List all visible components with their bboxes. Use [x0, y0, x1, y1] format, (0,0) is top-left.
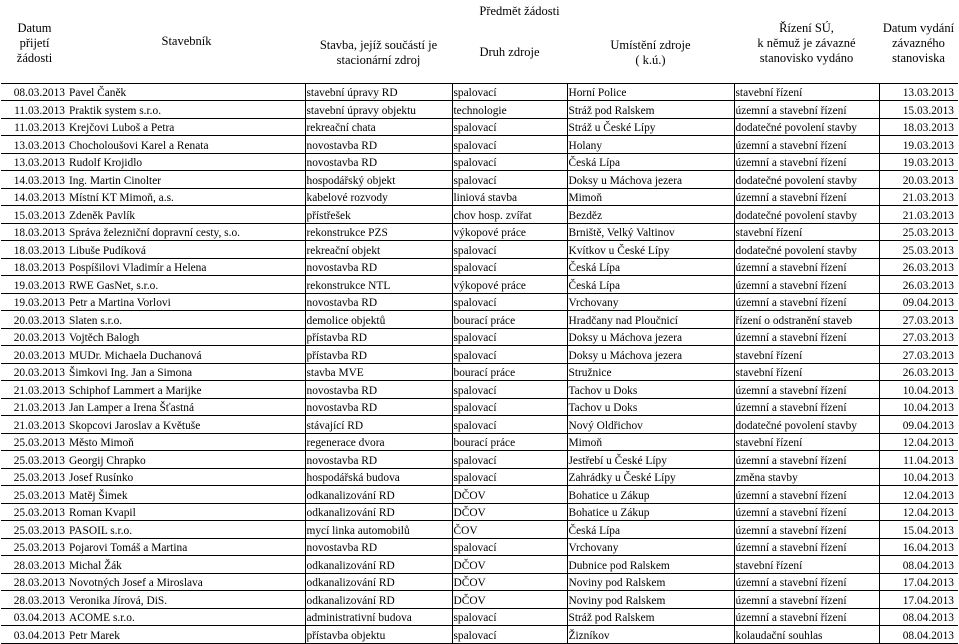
source-type-cell: bourací práce	[452, 363, 567, 381]
date-received-cell: 11.03.2013	[1, 118, 68, 136]
procedure-cell: územní a stavební řízení	[734, 398, 879, 416]
building-cell: rekreační chata	[305, 118, 452, 136]
date-issued-cell: 27.03.2013	[879, 346, 958, 364]
date-received-cell: 21.03.2013	[1, 398, 68, 416]
building-cell: odkanalizování RD	[305, 486, 452, 504]
date-issued-cell: 16.04.2013	[879, 538, 958, 556]
procedure-cell: stavební řízení	[734, 223, 879, 241]
date-issued-cell: 13.03.2013	[879, 83, 958, 101]
source-type-cell: spalovací	[452, 258, 567, 276]
location-cell: Bezděz	[567, 206, 734, 224]
builder-cell: Petr a Martina Vorlovi	[68, 293, 305, 311]
header-umisteni: Umístění zdroje ( k.ú.)	[610, 37, 691, 67]
date-issued-cell: 19.03.2013	[879, 153, 958, 171]
procedure-cell: dodatečné povolení stavby	[734, 241, 879, 259]
procedure-cell: územní a stavební řízení	[734, 591, 879, 609]
date-issued-cell: 27.03.2013	[879, 311, 958, 329]
location-cell: Stružnice	[567, 363, 734, 381]
source-type-cell: spalovací	[452, 416, 567, 434]
source-type-cell: spalovací	[452, 538, 567, 556]
building-cell: přístřešek	[305, 206, 452, 224]
date-received-cell: 21.03.2013	[1, 416, 68, 434]
date-issued-cell: 08.04.2013	[879, 556, 958, 574]
builder-cell: Šimkovi Ing. Jan a Simona	[68, 363, 305, 381]
location-cell: Česká Lípa	[567, 276, 734, 294]
building-cell: demolice objektů	[305, 311, 452, 329]
location-cell: Vrchovany	[567, 538, 734, 556]
table-row	[1, 83, 958, 101]
building-cell: stavba MVE	[305, 363, 452, 381]
date-issued-cell: 26.03.2013	[879, 258, 958, 276]
source-type-cell: spalovací	[452, 293, 567, 311]
source-type-cell: spalovací	[452, 136, 567, 154]
builder-cell: Matěj Šimek	[68, 486, 305, 504]
builder-cell: Roman Kvapil	[68, 503, 305, 521]
date-received-cell: 20.03.2013	[1, 311, 68, 329]
builder-cell: Skopcovi Jaroslav a Květuše	[68, 416, 305, 434]
procedure-cell: územní a stavební řízení	[734, 188, 879, 206]
builder-cell: Georgij Chrapko	[68, 451, 305, 469]
procedure-cell: územní a stavební řízení	[734, 521, 879, 539]
procedure-cell: územní a stavební řízení	[734, 258, 879, 276]
table-row	[1, 276, 958, 294]
date-received-cell: 25.03.2013	[1, 538, 68, 556]
date-issued-cell: 09.04.2013	[879, 293, 958, 311]
source-type-cell: spalovací	[452, 626, 567, 644]
header-stavba: Stavba, jejíž součástí je stacionární zdroj	[319, 37, 438, 67]
builder-cell: Jan Lamper a Irena Šťastná	[68, 398, 305, 416]
table-row	[1, 206, 958, 224]
date-received-cell: 03.04.2013	[1, 626, 68, 644]
table-row	[1, 503, 958, 521]
source-type-cell: technologie	[452, 101, 567, 119]
location-cell: Stráž u České Lípy	[567, 118, 734, 136]
location-cell: Doksy u Máchova jezera	[567, 346, 734, 364]
date-issued-cell: 18.03.2013	[879, 118, 958, 136]
procedure-cell: dodatečné povolení stavby	[734, 171, 879, 189]
procedure-cell: územní a stavební řízení	[734, 276, 879, 294]
location-cell: Kvítkov u České Lípy	[567, 241, 734, 259]
source-type-cell: ČOV	[452, 521, 567, 539]
source-type-cell: spalovací	[452, 83, 567, 101]
builder-cell: Praktik system s.r.o.	[68, 101, 305, 119]
building-cell: přístavba RD	[305, 346, 452, 364]
date-received-cell: 28.03.2013	[1, 556, 68, 574]
table-row	[1, 626, 958, 644]
location-cell: Holany	[567, 136, 734, 154]
builder-cell: MUDr. Michaela Duchanová	[68, 346, 305, 364]
header-rizeni: Řízení SÚ, k němuž je závazné stanovisko vydáno	[757, 20, 856, 65]
procedure-cell: územní a stavební řízení	[734, 486, 879, 504]
table-row	[1, 381, 958, 399]
source-type-cell: DČOV	[452, 591, 567, 609]
procedure-cell: dodatečné povolení stavby	[734, 416, 879, 434]
date-issued-cell: 25.03.2013	[879, 223, 958, 241]
builder-cell: Petr Marek	[68, 626, 305, 644]
date-received-cell: 03.04.2013	[1, 608, 68, 626]
date-issued-cell: 08.04.2013	[879, 626, 958, 644]
source-type-cell: spalovací	[452, 451, 567, 469]
building-cell: přístavba objektu	[305, 626, 452, 644]
table-row	[1, 608, 958, 626]
source-type-cell: bourací práce	[452, 311, 567, 329]
date-received-cell: 25.03.2013	[1, 468, 68, 486]
date-issued-cell: 21.03.2013	[879, 188, 958, 206]
procedure-cell: územní a stavební řízení	[734, 538, 879, 556]
procedure-cell: územní a stavební řízení	[734, 136, 879, 154]
date-received-cell: 18.03.2013	[1, 223, 68, 241]
location-cell: Doksy u Máchova jezera	[567, 171, 734, 189]
table-row	[1, 433, 958, 451]
date-issued-cell: 25.03.2013	[879, 241, 958, 259]
table-row	[1, 538, 958, 556]
table-row	[1, 486, 958, 504]
builder-cell: Zdeněk Pavlík	[68, 206, 305, 224]
source-type-cell: DČOV	[452, 486, 567, 504]
date-received-cell: 13.03.2013	[1, 153, 68, 171]
location-cell: Vrchovany	[567, 293, 734, 311]
procedure-cell: územní a stavební řízení	[734, 293, 879, 311]
source-type-cell: výkopové práce	[452, 223, 567, 241]
source-type-cell: spalovací	[452, 328, 567, 346]
date-received-cell: 25.03.2013	[1, 486, 68, 504]
builder-cell: Veronika Jírová, DiS.	[68, 591, 305, 609]
date-received-cell: 18.03.2013	[1, 241, 68, 259]
building-cell: novostavba RD	[305, 258, 452, 276]
builder-cell: PASOIL s.r.o.	[68, 521, 305, 539]
builder-cell: Slaten s.r.o.	[68, 311, 305, 329]
date-received-cell: 19.03.2013	[1, 293, 68, 311]
date-received-cell: 25.03.2013	[1, 451, 68, 469]
date-issued-cell: 19.03.2013	[879, 136, 958, 154]
procedure-cell: stavební řízení	[734, 556, 879, 574]
date-received-cell: 08.03.2013	[1, 83, 68, 101]
builder-cell: Rudolf Krojidlo	[68, 153, 305, 171]
building-cell: novostavba RD	[305, 293, 452, 311]
procedure-cell: stavební řízení	[734, 433, 879, 451]
builder-cell: RWE GasNet, s.r.o.	[68, 276, 305, 294]
date-issued-cell: 15.04.2013	[879, 521, 958, 539]
source-type-cell: DČOV	[452, 503, 567, 521]
source-type-cell: DČOV	[452, 573, 567, 591]
building-cell: stavební úpravy RD	[305, 83, 452, 101]
procedure-cell: územní a stavební řízení	[734, 608, 879, 626]
source-type-cell: spalovací	[452, 381, 567, 399]
procedure-cell: územní a stavební řízení	[734, 153, 879, 171]
location-cell: Mimoň	[567, 188, 734, 206]
procedure-cell: územní a stavební řízení	[734, 381, 879, 399]
procedure-cell: územní a stavební řízení	[734, 573, 879, 591]
location-cell: Tachov u Doks	[567, 381, 734, 399]
table-row	[1, 118, 958, 136]
procedure-cell: stavební řízení	[734, 363, 879, 381]
procedure-cell: dodatečné povolení stavby	[734, 118, 879, 136]
building-cell: administrativní budova	[305, 608, 452, 626]
location-cell: Česká Lípa	[567, 258, 734, 276]
header-druh-zdroje: Druh zdroje	[479, 45, 540, 60]
date-received-cell: 18.03.2013	[1, 258, 68, 276]
location-cell: Noviny pod Ralskem	[567, 591, 734, 609]
header-datum-vydani: Datum vydání závazného stanoviska	[882, 20, 955, 65]
location-cell: Bohatice u Zákup	[567, 486, 734, 504]
source-type-cell: výkopové práce	[452, 276, 567, 294]
date-issued-cell: 20.03.2013	[879, 171, 958, 189]
location-cell: Tachov u Doks	[567, 398, 734, 416]
date-issued-cell: 10.04.2013	[879, 468, 958, 486]
date-received-cell: 28.03.2013	[1, 573, 68, 591]
source-type-cell: spalovací	[452, 468, 567, 486]
table-header	[1, 0, 958, 83]
table-row	[1, 328, 958, 346]
table-row	[1, 136, 958, 154]
table-row	[1, 258, 958, 276]
location-cell: Česká Lípa	[567, 153, 734, 171]
date-received-cell: 13.03.2013	[1, 136, 68, 154]
building-cell: regenerace dvora	[305, 433, 452, 451]
building-cell: novostavba RD	[305, 538, 452, 556]
date-received-cell: 19.03.2013	[1, 276, 68, 294]
header-predmet-zadosti: Předmět žádosti	[479, 4, 560, 18]
date-issued-cell: 09.04.2013	[879, 416, 958, 434]
builder-cell: Libuše Pudíková	[68, 241, 305, 259]
location-cell: Horní Police	[567, 83, 734, 101]
building-cell: novostavba RD	[305, 398, 452, 416]
table-row	[1, 311, 958, 329]
procedure-cell: územní a stavební řízení	[734, 503, 879, 521]
date-received-cell: 20.03.2013	[1, 328, 68, 346]
builder-cell: Pojarovi Tomáš a Martina	[68, 538, 305, 556]
date-received-cell: 25.03.2013	[1, 521, 68, 539]
location-cell: Dubnice pod Ralskem	[567, 556, 734, 574]
builder-cell: Vojtěch Balogh	[68, 328, 305, 346]
builder-cell: Novotných Josef a Miroslava	[68, 573, 305, 591]
table-row	[1, 188, 958, 206]
date-issued-cell: 08.04.2013	[879, 608, 958, 626]
procedure-cell: územní a stavební řízení	[734, 328, 879, 346]
building-cell: odkanalizování RD	[305, 503, 452, 521]
date-issued-cell: 27.03.2013	[879, 328, 958, 346]
date-received-cell: 25.03.2013	[1, 503, 68, 521]
source-type-cell: spalovací	[452, 398, 567, 416]
builder-cell: Ing. Martin Cinolter	[68, 171, 305, 189]
builder-cell: Chocholoušovi Karel a Renata	[68, 136, 305, 154]
table-row	[1, 521, 958, 539]
location-cell: Stráž pod Ralskem	[567, 101, 734, 119]
table-row	[1, 153, 958, 171]
procedure-cell: řízení o odstranění staveb	[734, 311, 879, 329]
source-type-cell: spalovací	[452, 241, 567, 259]
date-issued-cell: 26.03.2013	[879, 363, 958, 381]
builder-cell: Místní KT Mimoň, a.s.	[68, 188, 305, 206]
source-type-cell: spalovací	[452, 153, 567, 171]
header-datum-prijeti: Datum přijetí žádosti	[16, 20, 53, 65]
building-cell: hospodářský objekt	[305, 171, 452, 189]
table-body	[1, 83, 958, 643]
table-row	[1, 241, 958, 259]
building-cell: odkanalizování RD	[305, 556, 452, 574]
building-cell: rekonstrukce NTL	[305, 276, 452, 294]
location-cell: Hradčany nad Ploučnicí	[567, 311, 734, 329]
location-cell: Jestřebí u České Lípy	[567, 451, 734, 469]
building-cell: odkanalizování RD	[305, 591, 452, 609]
location-cell: Doksy u Máchova jezera	[567, 328, 734, 346]
source-type-cell: spalovací	[452, 118, 567, 136]
table-row	[1, 363, 958, 381]
date-issued-cell: 10.04.2013	[879, 381, 958, 399]
date-issued-cell: 26.03.2013	[879, 276, 958, 294]
table-row	[1, 416, 958, 434]
builder-cell: Správa železniční dopravní cesty, s.o.	[68, 223, 305, 241]
building-cell: stavební úpravy objektu	[305, 101, 452, 119]
date-received-cell: 14.03.2013	[1, 188, 68, 206]
location-cell: Žizníkov	[567, 626, 734, 644]
source-type-cell: spalovací	[452, 346, 567, 364]
table-row	[1, 101, 958, 119]
building-cell: přístavba RD	[305, 328, 452, 346]
procedure-cell: stavební řízení	[734, 83, 879, 101]
source-type-cell: chov hosp. zvířat	[452, 206, 567, 224]
location-cell: Česká Lípa	[567, 521, 734, 539]
builder-cell: Schiphof Lammert a Marijke	[68, 381, 305, 399]
source-type-cell: liniová stavba	[452, 188, 567, 206]
location-cell: Bohatice u Zákup	[567, 503, 734, 521]
date-issued-cell: 12.04.2013	[879, 433, 958, 451]
location-cell: Brniště, Velký Valtinov	[567, 223, 734, 241]
date-received-cell: 14.03.2013	[1, 171, 68, 189]
date-issued-cell: 15.03.2013	[879, 101, 958, 119]
builder-cell: Pavel Čaněk	[68, 83, 305, 101]
procedure-cell: kolaudační souhlas	[734, 626, 879, 644]
table-row	[1, 591, 958, 609]
table-row	[1, 556, 958, 574]
building-cell: rekreační objekt	[305, 241, 452, 259]
building-cell: novostavba RD	[305, 136, 452, 154]
building-cell: novostavba RD	[305, 153, 452, 171]
header-stavebnik: Stavebník	[161, 33, 212, 48]
table-row	[1, 451, 958, 469]
builder-cell: ACOME s.r.o.	[68, 608, 305, 626]
source-type-cell: bourací práce	[452, 433, 567, 451]
date-issued-cell: 12.04.2013	[879, 486, 958, 504]
location-cell: Stráž pod Ralskem	[567, 608, 734, 626]
building-cell: kabelové rozvody	[305, 188, 452, 206]
building-cell: hospodářská budova	[305, 468, 452, 486]
source-type-cell: spalovací	[452, 608, 567, 626]
table-row	[1, 398, 958, 416]
date-issued-cell: 12.04.2013	[879, 503, 958, 521]
building-cell: novostavba RD	[305, 381, 452, 399]
date-received-cell: 11.03.2013	[1, 101, 68, 119]
requests-table	[1, 0, 958, 644]
building-cell: odkanalizování RD	[305, 573, 452, 591]
table-row	[1, 573, 958, 591]
date-received-cell: 15.03.2013	[1, 206, 68, 224]
building-cell: mycí linka automobilů	[305, 521, 452, 539]
procedure-cell: územní a stavební řízení	[734, 101, 879, 119]
building-cell: rekonstrukce PZS	[305, 223, 452, 241]
builder-cell: Josef Rusínko	[68, 468, 305, 486]
date-issued-cell: 10.04.2013	[879, 398, 958, 416]
date-issued-cell: 17.04.2013	[879, 591, 958, 609]
builder-cell: Pospíšilovi Vladimír a Helena	[68, 258, 305, 276]
procedure-cell: dodatečné povolení stavby	[734, 206, 879, 224]
table-row	[1, 171, 958, 189]
location-cell: Noviny pod Ralskem	[567, 573, 734, 591]
building-cell: novostavba RD	[305, 451, 452, 469]
building-cell: stávající RD	[305, 416, 452, 434]
table-row	[1, 468, 958, 486]
procedure-cell: stavební řízení	[734, 346, 879, 364]
table-row	[1, 346, 958, 364]
date-issued-cell: 11.04.2013	[879, 451, 958, 469]
source-type-cell: DČOV	[452, 556, 567, 574]
builder-cell: Michal Žák	[68, 556, 305, 574]
date-issued-cell: 21.03.2013	[879, 206, 958, 224]
date-received-cell: 28.03.2013	[1, 591, 68, 609]
location-cell: Zahrádky u České Lípy	[567, 468, 734, 486]
builder-cell: Město Mimoň	[68, 433, 305, 451]
date-received-cell: 21.03.2013	[1, 381, 68, 399]
date-issued-cell: 17.04.2013	[879, 573, 958, 591]
location-cell: Mimoň	[567, 433, 734, 451]
date-received-cell: 25.03.2013	[1, 433, 68, 451]
procedure-cell: změna stavby	[734, 468, 879, 486]
location-cell: Nový Oldřichov	[567, 416, 734, 434]
builder-cell: Krejčovi Luboš a Petra	[68, 118, 305, 136]
date-received-cell: 20.03.2013	[1, 363, 68, 381]
table-row	[1, 223, 958, 241]
table-row	[1, 293, 958, 311]
procedure-cell: územní a stavební řízení	[734, 451, 879, 469]
date-received-cell: 20.03.2013	[1, 346, 68, 364]
source-type-cell: spalovací	[452, 171, 567, 189]
